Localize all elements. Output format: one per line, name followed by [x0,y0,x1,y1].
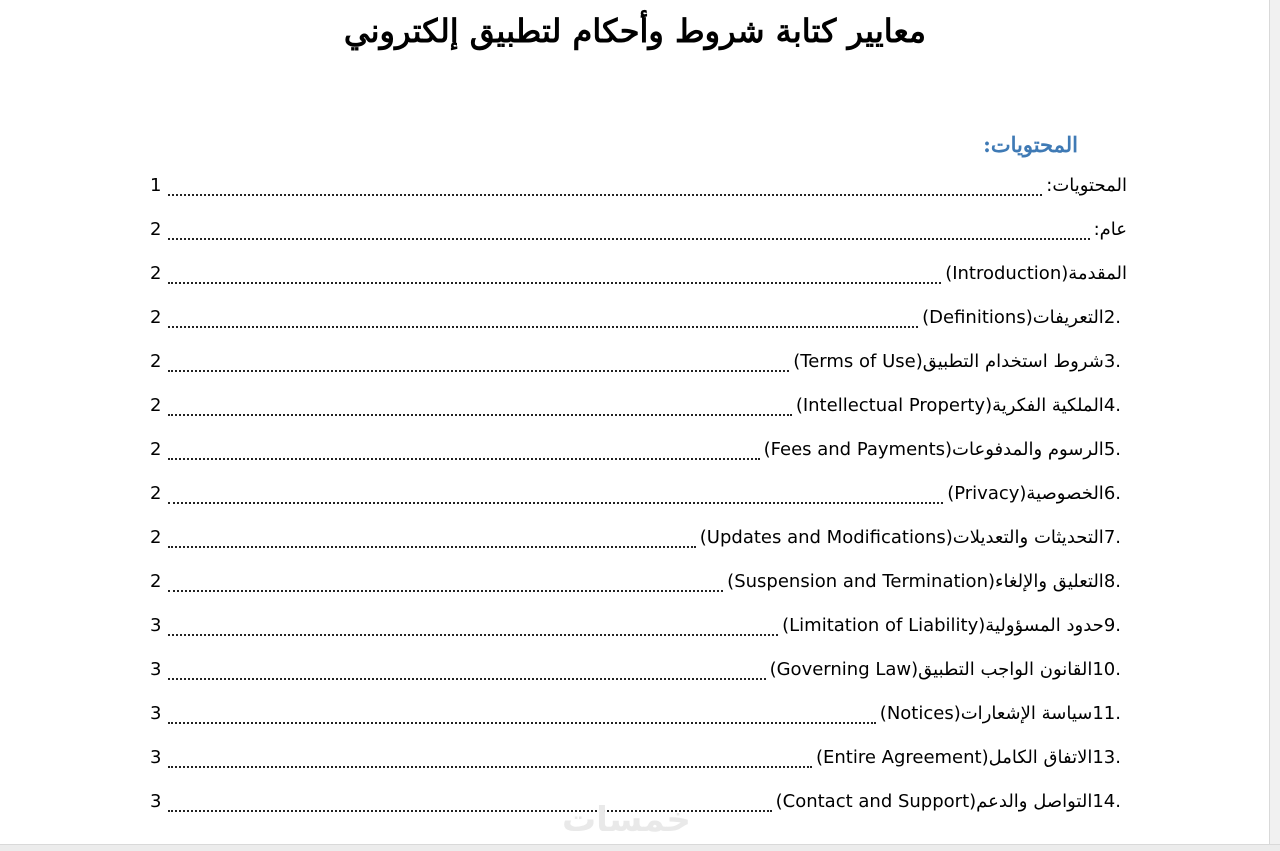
toc-leader-dots [168,414,792,416]
toc-heading: المحتويات: [983,132,1078,157]
toc-page-number: 1 [150,175,162,196]
toc-entry-title: .13الاتفاق الكامل(Entire Agreement) [815,747,1121,768]
toc-entry-title: .5الرسوم والمدفوعات(Fees and Payments) [763,439,1121,460]
page-bottom-edge [0,844,1280,851]
toc-leader-dots [168,238,1090,240]
toc-leader-dots [168,546,696,548]
toc-entry[interactable] [150,263,1127,291]
toc-entry-title: عام: [1093,219,1127,240]
toc-entry-title: .4الملكية الفكرية(Intellectual Property) [795,395,1121,416]
toc-page-number: 2 [150,219,162,240]
toc-entry[interactable] [150,747,1121,775]
toc-page-number: 2 [150,571,162,592]
toc-entry[interactable] [150,703,1121,731]
toc-entry-title: .8التعليق والإلغاء(Suspension and Termination) [727,571,1121,592]
toc-leader-dots [168,458,760,460]
toc-page-number: 2 [150,483,162,504]
toc-page-number: 2 [150,351,162,372]
toc-leader-dots [168,502,943,504]
toc-entry[interactable] [150,659,1121,687]
toc-page-number: 3 [150,703,162,724]
toc-entry[interactable] [150,527,1121,555]
toc-leader-dots [168,194,1042,196]
toc-page-number: 3 [150,747,162,768]
toc-page-number: 2 [150,395,162,416]
toc-page-number: 2 [150,439,162,460]
toc-entry-title: .6الخصوصية(Privacy) [947,483,1121,504]
watermark-logo: خمسات [562,800,691,840]
toc-entry-title: .7التحديثات والتعديلات(Updates and Modifications) [699,527,1121,548]
vertical-scrollbar[interactable] [1269,0,1280,851]
toc-leader-dots [168,326,918,328]
toc-entry-title: .9حدود المسؤولية(Limitation of Liability) [782,615,1121,636]
toc-entry[interactable] [150,615,1121,643]
toc-page-number: 2 [150,263,162,284]
toc-entry-title: .3شروط استخدام التطبيق(Terms of Use) [793,351,1121,372]
toc-entry[interactable] [150,571,1121,599]
toc-entry[interactable] [150,351,1121,379]
toc-leader-dots [168,634,778,636]
toc-leader-dots [168,722,876,724]
toc-entry[interactable] [150,395,1121,423]
toc-entry[interactable] [150,439,1121,467]
toc-page-number: 2 [150,527,162,548]
toc-leader-dots [168,678,766,680]
toc-entry-title: .2التعريفات(Definitions) [922,307,1121,328]
toc-page-number: 3 [150,791,162,812]
toc-entry[interactable] [150,219,1127,247]
toc-entry[interactable] [150,307,1121,335]
toc-entry-title: .10القانون الواجب التطبيق(Governing Law) [769,659,1121,680]
toc-entry-title: .11سياسة الإشعارات(Notices) [879,703,1121,724]
toc-page-number: 3 [150,659,162,680]
toc-leader-dots [168,370,789,372]
document-title: معايير كتابة شروط وأحكام لتطبيق إلكتروني [343,12,927,50]
toc-entry-title: المحتويات: [1046,175,1127,196]
toc-entry-title: المقدمة(Introduction) [945,263,1127,284]
toc-entry[interactable] [150,175,1127,203]
toc-leader-dots [168,766,812,768]
toc-page-number: 3 [150,615,162,636]
toc-leader-dots [168,590,723,592]
toc-page-number: 2 [150,307,162,328]
toc-leader-dots [168,282,941,284]
toc-entry[interactable] [150,483,1121,511]
toc-entry-title: .14التواصل والدعم(Contact and Support) [775,791,1121,812]
